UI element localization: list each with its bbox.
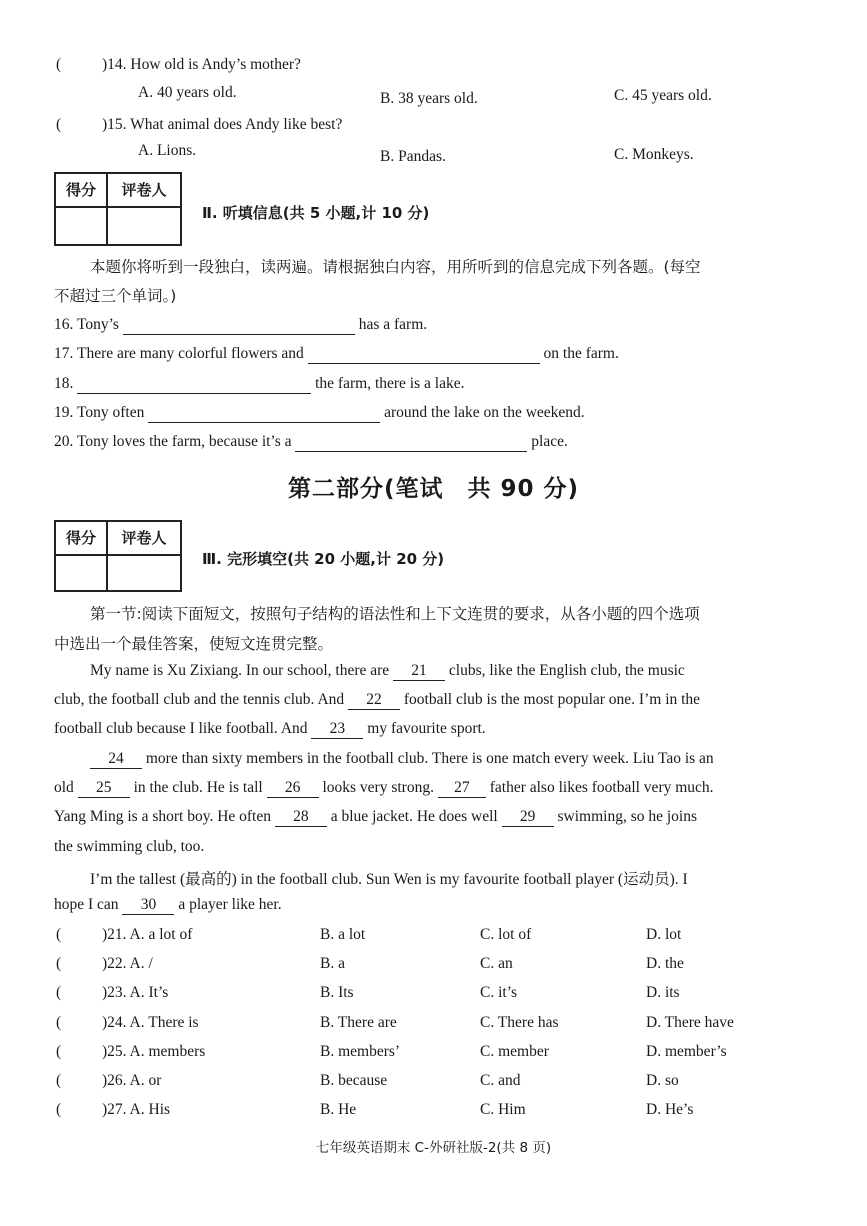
option-d: D. the — [646, 955, 684, 972]
item-text: has a farm. — [358, 316, 428, 333]
grader-field[interactable] — [108, 556, 180, 590]
fill-item-18 — [54, 375, 464, 394]
passage-line — [54, 808, 697, 827]
score-field[interactable] — [56, 208, 108, 244]
option-d: D. He’s — [646, 1101, 694, 1118]
option-c: C. member — [480, 1043, 549, 1060]
option-d: D. lot — [646, 926, 682, 943]
passage-text: swimming, so he joins — [557, 808, 698, 825]
option-c: C. Him — [480, 1101, 526, 1118]
part-2-title: 第二部分(笔试 共 90 分) — [287, 476, 580, 502]
passage-text: looks very strong. — [322, 779, 434, 796]
cloze-blank-24[interactable]: 24 — [90, 750, 142, 769]
passage-text: Yang Ming is a short boy. He often — [54, 808, 271, 825]
item-text: around the lake on the weekend. — [384, 404, 585, 421]
passage-line — [54, 779, 714, 798]
cloze-blank-29[interactable]: 29 — [502, 808, 554, 827]
option-c: C. it’s — [480, 984, 518, 1001]
option-b: B. 38 years old. — [380, 90, 478, 107]
fill-item-16 — [54, 316, 427, 335]
item-text: 20. Tony loves the farm, because it’s a — [54, 433, 292, 450]
cloze-blank-25[interactable]: 25 — [78, 779, 130, 798]
answer-paren[interactable]: ( — [56, 984, 62, 1001]
cloze-blank-26[interactable]: 26 — [267, 779, 319, 798]
option-d: D. There have — [646, 1014, 734, 1031]
option-b: B. members’ — [320, 1043, 401, 1060]
grader-field[interactable] — [108, 208, 180, 244]
option-c: C. 45 years old. — [614, 87, 712, 104]
passage-line — [54, 720, 486, 739]
passage-text: a player like her. — [178, 896, 282, 913]
fill-item-20 — [54, 433, 568, 452]
option-b: B. He — [320, 1101, 357, 1118]
passage-text: father also likes football very much. — [489, 779, 714, 796]
question-option-a: )26. A. or — [102, 1072, 162, 1089]
option-d: D. its — [646, 984, 680, 1001]
fill-item-19 — [54, 404, 585, 423]
answer-blank[interactable] — [308, 345, 540, 364]
passage-line — [90, 750, 714, 769]
item-text: place. — [531, 433, 568, 450]
score-label: 得分 — [56, 174, 108, 208]
score-field[interactable] — [56, 556, 108, 590]
passage-line — [90, 662, 685, 681]
option-b: B. Pandas. — [380, 148, 446, 165]
passage-text: old — [54, 779, 74, 796]
item-text: 17. There are many colorful flowers and — [54, 345, 304, 362]
answer-paren[interactable]: ( — [56, 116, 62, 133]
answer-paren[interactable]: ( — [56, 1101, 62, 1118]
question-option-a: )23. A. It’s — [102, 984, 169, 1001]
question-option-a: )27. A. His — [102, 1101, 171, 1118]
answer-blank[interactable] — [148, 404, 380, 423]
answer-blank[interactable] — [295, 433, 527, 452]
option-b: B. There are — [320, 1014, 397, 1031]
option-c: C. Monkeys. — [614, 146, 694, 163]
question-option-a: )22. A. / — [102, 955, 153, 972]
item-text: 18. — [54, 375, 74, 392]
passage-text: clubs, like the English club, the music — [448, 662, 685, 679]
passage-text: a blue jacket. He does well — [330, 808, 498, 825]
option-a: A. Lions. — [138, 142, 197, 159]
passage-text: more than sixty members in the football club. There is one match every week. Liu Tao is an — [145, 750, 714, 767]
score-box — [54, 172, 182, 246]
option-c: C. There has — [480, 1014, 559, 1031]
answer-paren[interactable]: ( — [56, 1043, 62, 1060]
answer-blank[interactable] — [77, 375, 311, 394]
item-text: 16. Tony’s — [54, 316, 119, 333]
passage-text: My name is Xu Zixiang. In our school, there are — [90, 662, 390, 679]
answer-paren[interactable]: ( — [56, 1014, 62, 1031]
section-3-instruction-cont: 中选出一个最佳答案，使短文连贯完整。 — [54, 635, 334, 653]
answer-paren[interactable]: ( — [56, 955, 62, 972]
cloze-blank-23[interactable]: 23 — [311, 720, 363, 739]
section-3-title: Ⅲ. 完形填空(共 20 小题,计 20 分) — [202, 550, 445, 568]
grader-label: 评卷人 — [108, 522, 180, 556]
item-text: 19. Tony often — [54, 404, 145, 421]
passage-text: in the club. He is tall — [133, 779, 263, 796]
option-c: C. and — [480, 1072, 521, 1089]
cloze-blank-21[interactable]: 21 — [393, 662, 445, 681]
passage-text: hope I can — [54, 896, 119, 913]
section-2-title: Ⅱ. 听填信息(共 5 小题,计 10 分) — [202, 204, 430, 222]
section-3-instruction: 第一节:阅读下面短文，按照句子结构的语法性和上下文连贯的要求，从各小题的四个选项 — [90, 605, 700, 623]
answer-blank[interactable] — [123, 316, 355, 335]
passage-text: football club is the most popular one. I’m in the — [403, 691, 701, 708]
question-text: )14. How old is Andy’s mother? — [102, 56, 301, 73]
grader-label: 评卷人 — [108, 174, 180, 208]
option-b: B. a — [320, 955, 345, 972]
passage-line — [54, 838, 204, 856]
question-option-a: )21. A. a lot of — [102, 926, 193, 943]
fill-item-17 — [54, 345, 619, 364]
option-a: A. 40 years old. — [138, 84, 237, 101]
option-d: D. so — [646, 1072, 679, 1089]
cloze-blank-22[interactable]: 22 — [348, 691, 400, 710]
passage-line — [54, 691, 700, 710]
item-text: on the farm. — [543, 345, 619, 362]
question-option-a: )25. A. members — [102, 1043, 206, 1060]
passage-text: my favourite sport. — [367, 720, 486, 737]
option-b: B. because — [320, 1072, 388, 1089]
answer-paren[interactable]: ( — [56, 56, 62, 73]
option-c: C. an — [480, 955, 513, 972]
page-footer: 七年级英语期末 C-外研社版-2(共 8 页) — [315, 1140, 552, 1156]
cloze-blank-30[interactable]: 30 — [122, 896, 174, 915]
passage-text: the swimming club, too. — [54, 838, 205, 855]
answer-paren[interactable]: ( — [56, 1072, 62, 1089]
passage-line — [90, 867, 688, 889]
question-text: )15. What animal does Andy like best? — [102, 116, 343, 133]
passage-text: I’m the tallest (最高的) in the football club. Sun Wen is my favourite football player (运动员). I — [90, 871, 688, 888]
item-text: the farm, there is a lake. — [315, 375, 465, 392]
score-box — [54, 520, 182, 592]
cloze-blank-28[interactable]: 28 — [275, 808, 327, 827]
passage-text: club, the football club and the tennis club. And — [54, 691, 345, 708]
passage-line — [54, 896, 282, 915]
question-option-a: )24. A. There is — [102, 1014, 199, 1031]
cloze-blank-27[interactable]: 27 — [438, 779, 486, 798]
option-d: D. member’s — [646, 1043, 727, 1060]
option-c: C. lot of — [480, 926, 532, 943]
passage-text: football club because I like football. And — [54, 720, 308, 737]
section-2-instruction-cont: 不超过三个单词。) — [54, 287, 177, 305]
option-b: B. Its — [320, 984, 354, 1001]
section-2-instruction: 本题你将听到一段独白，读两遍。请根据独白内容，用所听到的信息完成下列各题。(每空 — [90, 258, 701, 276]
answer-paren[interactable]: ( — [56, 926, 62, 943]
score-label: 得分 — [56, 522, 108, 556]
option-b: B. a lot — [320, 926, 366, 943]
